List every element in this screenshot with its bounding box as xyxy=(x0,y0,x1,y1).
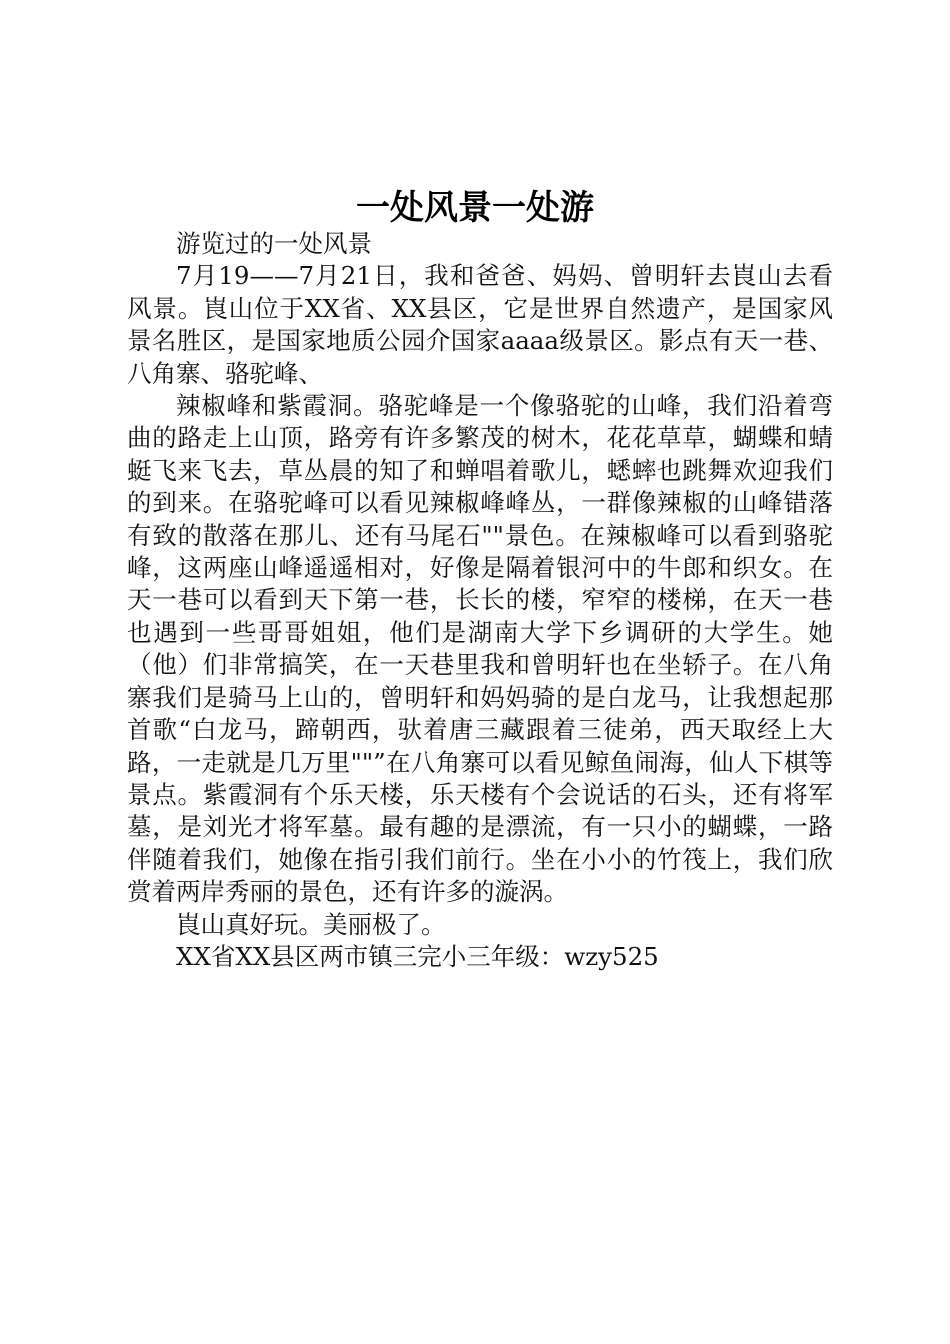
paragraph-author: XX省XX县区两市镇三完小三年级：wzy525 xyxy=(176,941,659,971)
paragraph-conclusion: 崀山真好玩。美丽极了。 xyxy=(176,909,446,939)
document-body xyxy=(127,228,833,973)
paragraph-subtitle: 游览过的一处风景 xyxy=(176,229,372,258)
paragraph-intro: 7月19——7月21日，我和爸爸、妈妈、曾明轩去崀山去看风景。崀山位于XX省、XX县区，它是世界自然遗产，是国家风景名胜区，是国家地质公园介国家aaaa级景区。影点有天一巷、八角寨、骆驼峰、 xyxy=(127,261,833,388)
paragraph-main: 辣椒峰和紫霞洞。骆驼峰是一个像骆驼的山峰，我们沿着弯曲的路走上山顶，路旁有许多繁茂的树木，花花草草，蝴蝶和蜻蜓飞来飞去，草丛晨的知了和蝉唱着歌儿，蟋蟀也跳舞欢迎我们的到来。在骆驼峰可以看见辣椒峰峰丛，一群像辣椒的山峰错落有致的散落在那儿、还有马尾石""景色。在辣椒峰可以看到骆驼峰，这两座山峰遥遥相对，好像是隔着银河中的牛郎和织女。在天一巷可以看到天下第一巷，长长的楼，窄窄的楼梯，在天一巷也遇到一些哥哥姐姐，他们是湖南大学下乡调研的大学生。她（他）们非常搞笑，在一天巷里我和曾明轩也在坐轿子。在八角寨我们是骑马上山的，曾明轩和妈妈骑的是白龙马，让我想起那首歌“白龙马，蹄朝西，驮着唐三藏跟着三徒弟，西天取经上大路，一走就是几万里""”在八角寨可以看见鲸鱼闹海，仙人下棋等景点。紫霞洞有个乐天楼，乐天楼有个会说话的石头，还有将军墓，是刘光才将军墓。最有趣的是漂流，有一只小的蝴蝶，一路伴随着我们，她像在指引我们前行。坐在小小的竹筏上，我们欣赏着两岸秀丽的景色，还有许多的漩涡。 xyxy=(127,391,833,907)
document-title: 一处风景一处游 xyxy=(356,188,594,228)
